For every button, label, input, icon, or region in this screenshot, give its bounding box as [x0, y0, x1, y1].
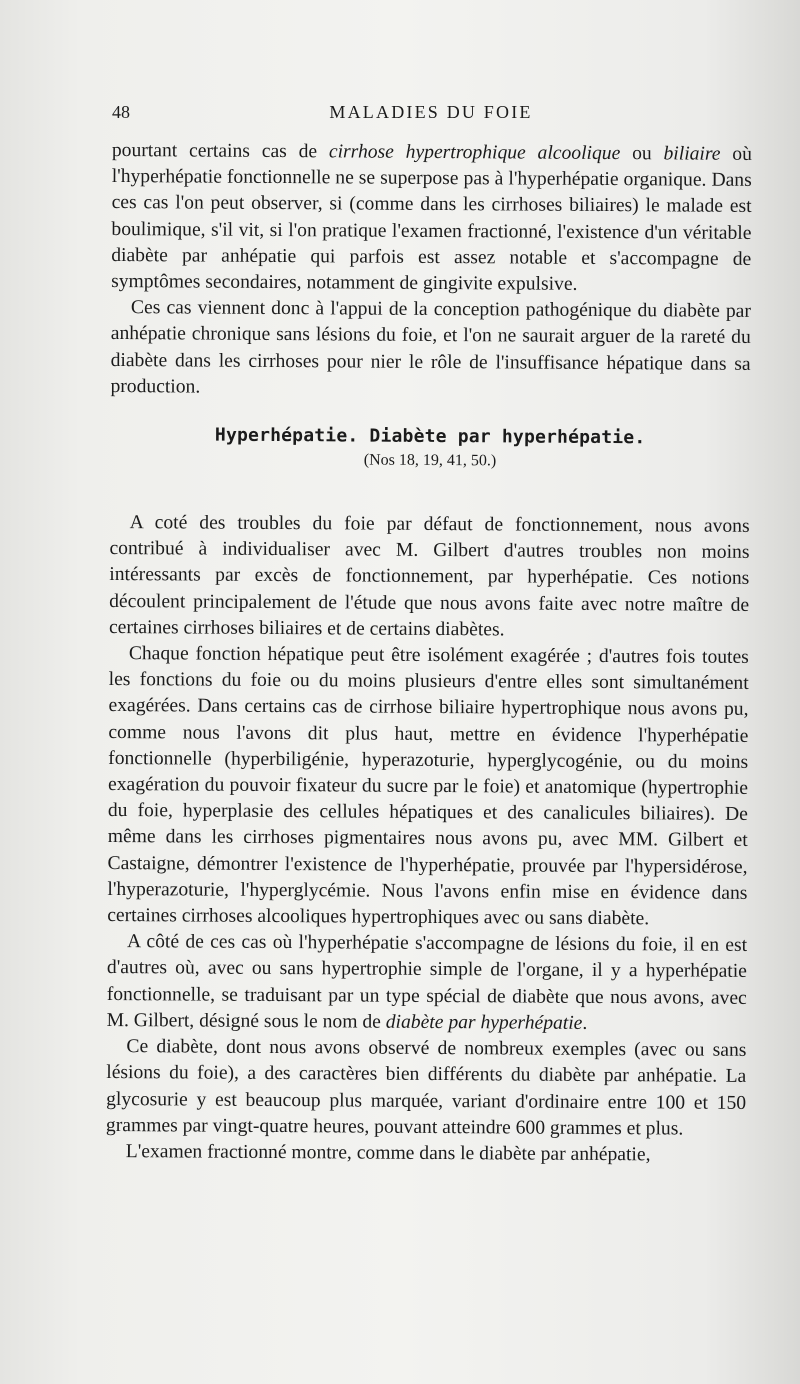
paragraph-1-text-a: pourtant certains cas de [111, 139, 329, 163]
paragraph-1-italic-b: biliaire [663, 143, 721, 165]
section-title: Hyperhépatie. Diabète par hyperhépatie. [214, 424, 646, 449]
body-text [106, 138, 752, 1169]
paragraph-1-text-b: ou [620, 143, 664, 165]
section-heading [110, 422, 750, 474]
paragraph-3: A coté des troubles du foie par défaut de fonctionnement, nous avons contribué à individualiser avec M. Gilbert d'autres troubles non moins intéressants par excès de fonctionnement, par hyperhépatie. Ces notions découlent principalement de l'étude que nous avons faite avec notre maître de certaines cirrhoses biliaires et de certains diabètes. [108, 512, 750, 641]
paragraph-5 [107, 929, 748, 1038]
paragraph-5-italic: diabète par hyperhépatie [385, 1011, 583, 1034]
paragraph-6: Ce diabète, dont nous avons observé de nombreux exemples (avec ou sans lésions du foie), a des caractères bien différents du diabète par anhépatie. La glycosurie y est beaucoup plus marquée, variant d'ordinaire entre 100 et 150 grammes par vingt-quatre heures, pouvant atteindre 600 grammes et plus. [105, 1036, 747, 1140]
paragraph-1-italic-a: cirrhose hypertrophique alcoolique [328, 141, 621, 165]
paragraph-4: Chaque fonction hépatique peut être isolément exagérée ; d'autres fois toutes les fonctions du foie ou du moins plusieurs d'entre elles sont simultanément exagérées. Dans certains cas de cirrhose biliaire hypertrophique nous avons pu, comme nous l'avons dit plus haut, mettre en évidence l'hyperhépatie fonctionnelle (hyperbiligénie, hyperazoturie, hyperglycogénie, ou du moins exagération du pouvoir fixateur du sucre par le foie) et anatomique (hypertrophie du foie, hyperplasie des cellules hépatiques et des canalicules biliaires). De même dans les cirrhoses pigmentaires nous avons pu, avec MM. Gilbert et Castaigne, démontrer l'existence de l'hyperhépatie, prouvée par l'hypersidérose, l'hyperazoturie, l'hyperglycémie. Nous l'avons enfin mise en évidence dans certaines cirrhoses alcooliques hypertrophiques avec ou sans diabète. [107, 643, 749, 930]
paragraph-2: Ces cas viennent donc à l'appui de la conception pathogénique du diabète par anhépatie chronique sans lésions du foie, et l'on ne saurait arguer de la rareté du diabète dans les cirrhoses pour nier le rôle de l'insuffisance hépatique dans sa production. [110, 297, 752, 398]
paragraph-1 [111, 138, 752, 299]
paragraph-7: L'examen fractionné montre, comme dans le diabète par anhépatie, [125, 1141, 651, 1166]
page-number: 48 [112, 102, 130, 122]
paragraph-5-text-b: . [582, 1012, 588, 1034]
paragraph-1-text-c: où l'hyperhépatie fonctionnelle ne se superpose pas à l'hyperhépatie organique. Dans ces cas l'on peut observer, si (comme dans les cirrhoses biliaires) le malade est boulimique, s'il vit, si l'on pratique l'examen fractionné, l'existence d'un véritable diabète par anhépatie qui parfois est assez notable et s'accompagne de symptômes secondaires, notamment de gingivite expulsive. [111, 143, 752, 295]
running-title: MALADIES DU FOIE [329, 102, 533, 122]
paragraph-5-text-a: A côté de ces cas où l'hyperhépatie s'accompagne de lésions du foie, il en est d'autres où, avec ou sans hypertrophie simple de l'organe, il y a hyperhépatie fonctionnelle, se traduisant par un type spécial de diabète que nous avons, avec M. Gilbert, désigné sous le nom de [106, 931, 748, 1033]
page-header [112, 98, 750, 128]
section-references: (Nos 18, 19, 41, 50.) [363, 451, 497, 470]
